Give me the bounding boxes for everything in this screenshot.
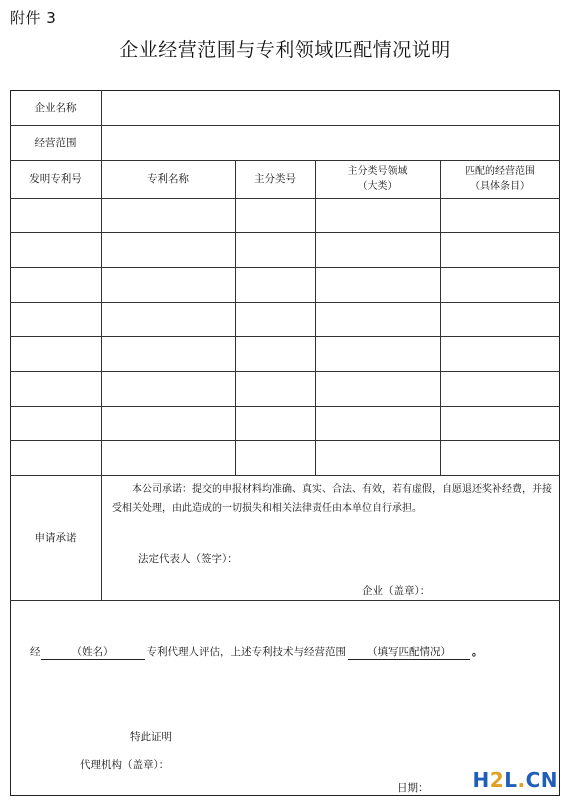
column-header-matched-scope-line2: （具体条目） bbox=[470, 181, 530, 192]
business-scope-label: 经营范围 bbox=[34, 136, 77, 149]
column-header-main-class-no: 主分类号 bbox=[254, 173, 296, 185]
agent-name-blank[interactable]: （姓名） bbox=[41, 644, 145, 660]
row-divider bbox=[10, 232, 560, 233]
row-divider bbox=[10, 198, 560, 199]
row-divider bbox=[10, 440, 560, 441]
column-header-main-class-field-line1: 主分类号领域 bbox=[347, 166, 408, 177]
agency-seal: 代理机构（盖章）： bbox=[80, 759, 170, 771]
page-title: 企业经营范围与专利领域匹配情况说明 bbox=[119, 39, 451, 61]
row-divider bbox=[10, 302, 560, 303]
row-divider bbox=[10, 336, 560, 337]
row-divider bbox=[10, 267, 560, 268]
column-header-main-class-field-line2: （大类） bbox=[357, 181, 398, 192]
agent-middle-text: 专利代理人评估，上述专利技术与经营范围 bbox=[146, 646, 346, 658]
h2l-watermark-logo: H2L.CN bbox=[472, 768, 558, 792]
agent-end-mark: 。 bbox=[472, 646, 483, 658]
company-name-label: 企业名称 bbox=[34, 101, 77, 114]
attachment-label: 附件 3 bbox=[10, 9, 57, 27]
column-header-main-class-field bbox=[315, 160, 440, 198]
column-header-matched-scope-line1: 匹配的经营范围 bbox=[465, 166, 535, 177]
row-divider bbox=[10, 371, 560, 372]
certify-text: 特此证明 bbox=[130, 731, 172, 743]
commitment-label: 申请承诺 bbox=[34, 531, 77, 544]
column-divider bbox=[235, 160, 236, 475]
commitment-statement: 本公司承诺：提交的申报材料均准确、真实、合法、有效，若有虚假，自愿退还奖补经费，并接受相关处理，由此造成的一切损失和相关法律责任由本单位自行承担。 bbox=[112, 484, 552, 514]
company-seal: 企业（盖章）： bbox=[362, 585, 431, 597]
column-divider bbox=[440, 160, 441, 475]
match-status-blank[interactable]: （填写匹配情况） bbox=[348, 644, 470, 660]
column-divider bbox=[315, 160, 316, 475]
agent-evaluation-line bbox=[30, 644, 483, 660]
date-label: 日期： bbox=[397, 782, 429, 794]
column-header-invention-patent-no: 发明专利号 bbox=[29, 173, 82, 185]
column-header-patent-name: 专利名称 bbox=[147, 173, 189, 185]
column-header-matched-scope bbox=[440, 160, 560, 198]
row-divider bbox=[10, 600, 560, 601]
legal-representative-signature: 法定代表人（签字）： bbox=[138, 553, 238, 565]
agent-prefix: 经 bbox=[30, 646, 41, 658]
row-divider bbox=[10, 406, 560, 407]
